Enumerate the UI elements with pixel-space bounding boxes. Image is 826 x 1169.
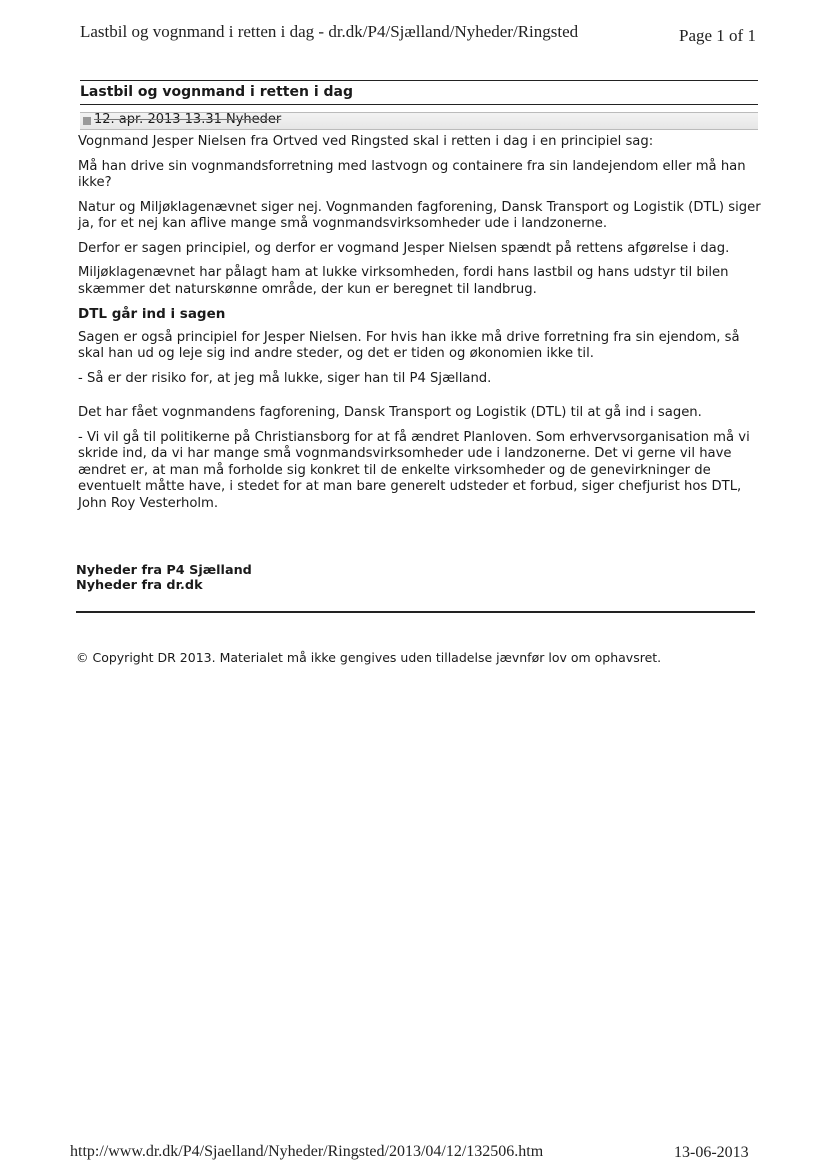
print-page-number: Page 1 of 1	[679, 26, 756, 45]
paragraph: Miljøklagenævnet har pålagt ham at lukke virksomheden, fordi hans lastbil og hans udstyr til bilen skæmmer det naturskønne område, der kun er beregnet til landbrug.	[78, 265, 729, 297]
article-subheading: DTL går ind i sagen	[78, 306, 226, 322]
bottom-rule	[76, 611, 755, 613]
print-footer-url: http://www.dr.dk/P4/Sjaelland/Nyheder/Ringsted/2013/04/12/132506.htm	[70, 1143, 544, 1160]
paragraph: Må han drive sin vognmandsforretning med lastvogn og containere fra sin landejendom eller må han ikke?	[78, 158, 746, 190]
print-header-title: Lastbil og vognmand i retten i dag - dr.dk/P4/Sjælland/Nyheder/Ringsted	[80, 22, 579, 41]
article-body	[78, 134, 768, 520]
copyright-notice: © Copyright DR 2013. Materialet må ikke gengives uden tilladelse jævnfør lov om ophavsret.	[76, 650, 662, 665]
paragraph: Natur og Miljøklagenævnet siger nej. Vognmanden fagforening, Dansk Transport og Logistik (DTL) siger ja, for et nej kan aflive mange små vognmandsvirksomheder ude i landzonerne.	[78, 199, 761, 231]
top-rule	[80, 80, 758, 81]
print-footer-date: 13-06-2013	[674, 1144, 749, 1161]
paragraph: - Så er der risiko for, at jeg må lukke, siger han til P4 Sjælland.	[78, 370, 492, 386]
related-links	[76, 563, 252, 593]
heading-rule	[80, 104, 758, 105]
dateline: 12. apr. 2013 13.31 Nyheder	[94, 112, 282, 127]
paragraph: Det har fået vognmandens fagforening, Dansk Transport og Logistik (DTL) til at gå ind i sagen.	[78, 405, 702, 420]
dateline-bar	[80, 112, 758, 130]
paragraph: - Vi vil gå til politikerne på Christiansborg for at få ændret Planloven. Som erhvervsorganisation må vi skride ind, da vi har mange små vognmandsvirksomheder ude i landzonerne. Det vi gerne vil have ændret er, at man må forholde sig konkret til de enkelte virksomheder og de genevirkninger de eventuelt måtte have, i stedet for at man bare generelt udsteder et forbud, siger chefjurist hos DTL, John Roy Vesterholm.	[78, 429, 750, 511]
link-dr-dk[interactable]: Nyheder fra dr.dk	[76, 578, 203, 593]
dateline-marker-icon	[83, 117, 91, 125]
paragraph: Derfor er sagen principiel, og derfor er vogmand Jesper Nielsen spændt på rettens afgørelse i dag.	[78, 240, 730, 256]
link-p4-sjaelland[interactable]: Nyheder fra P4 Sjælland	[76, 563, 252, 578]
article-heading: Lastbil og vognmand i retten i dag	[80, 84, 353, 100]
paragraph: Sagen er også principiel for Jesper Nielsen. For hvis han ikke må drive forretning fra sin ejendom, så skal han ud og leje sig ind andre steder, og det er tiden og økonomien ikke til.	[78, 329, 740, 361]
paragraph: Vognmand Jesper Nielsen fra Ortved ved Ringsted skal i retten i dag i en principiel sag:	[78, 134, 654, 149]
